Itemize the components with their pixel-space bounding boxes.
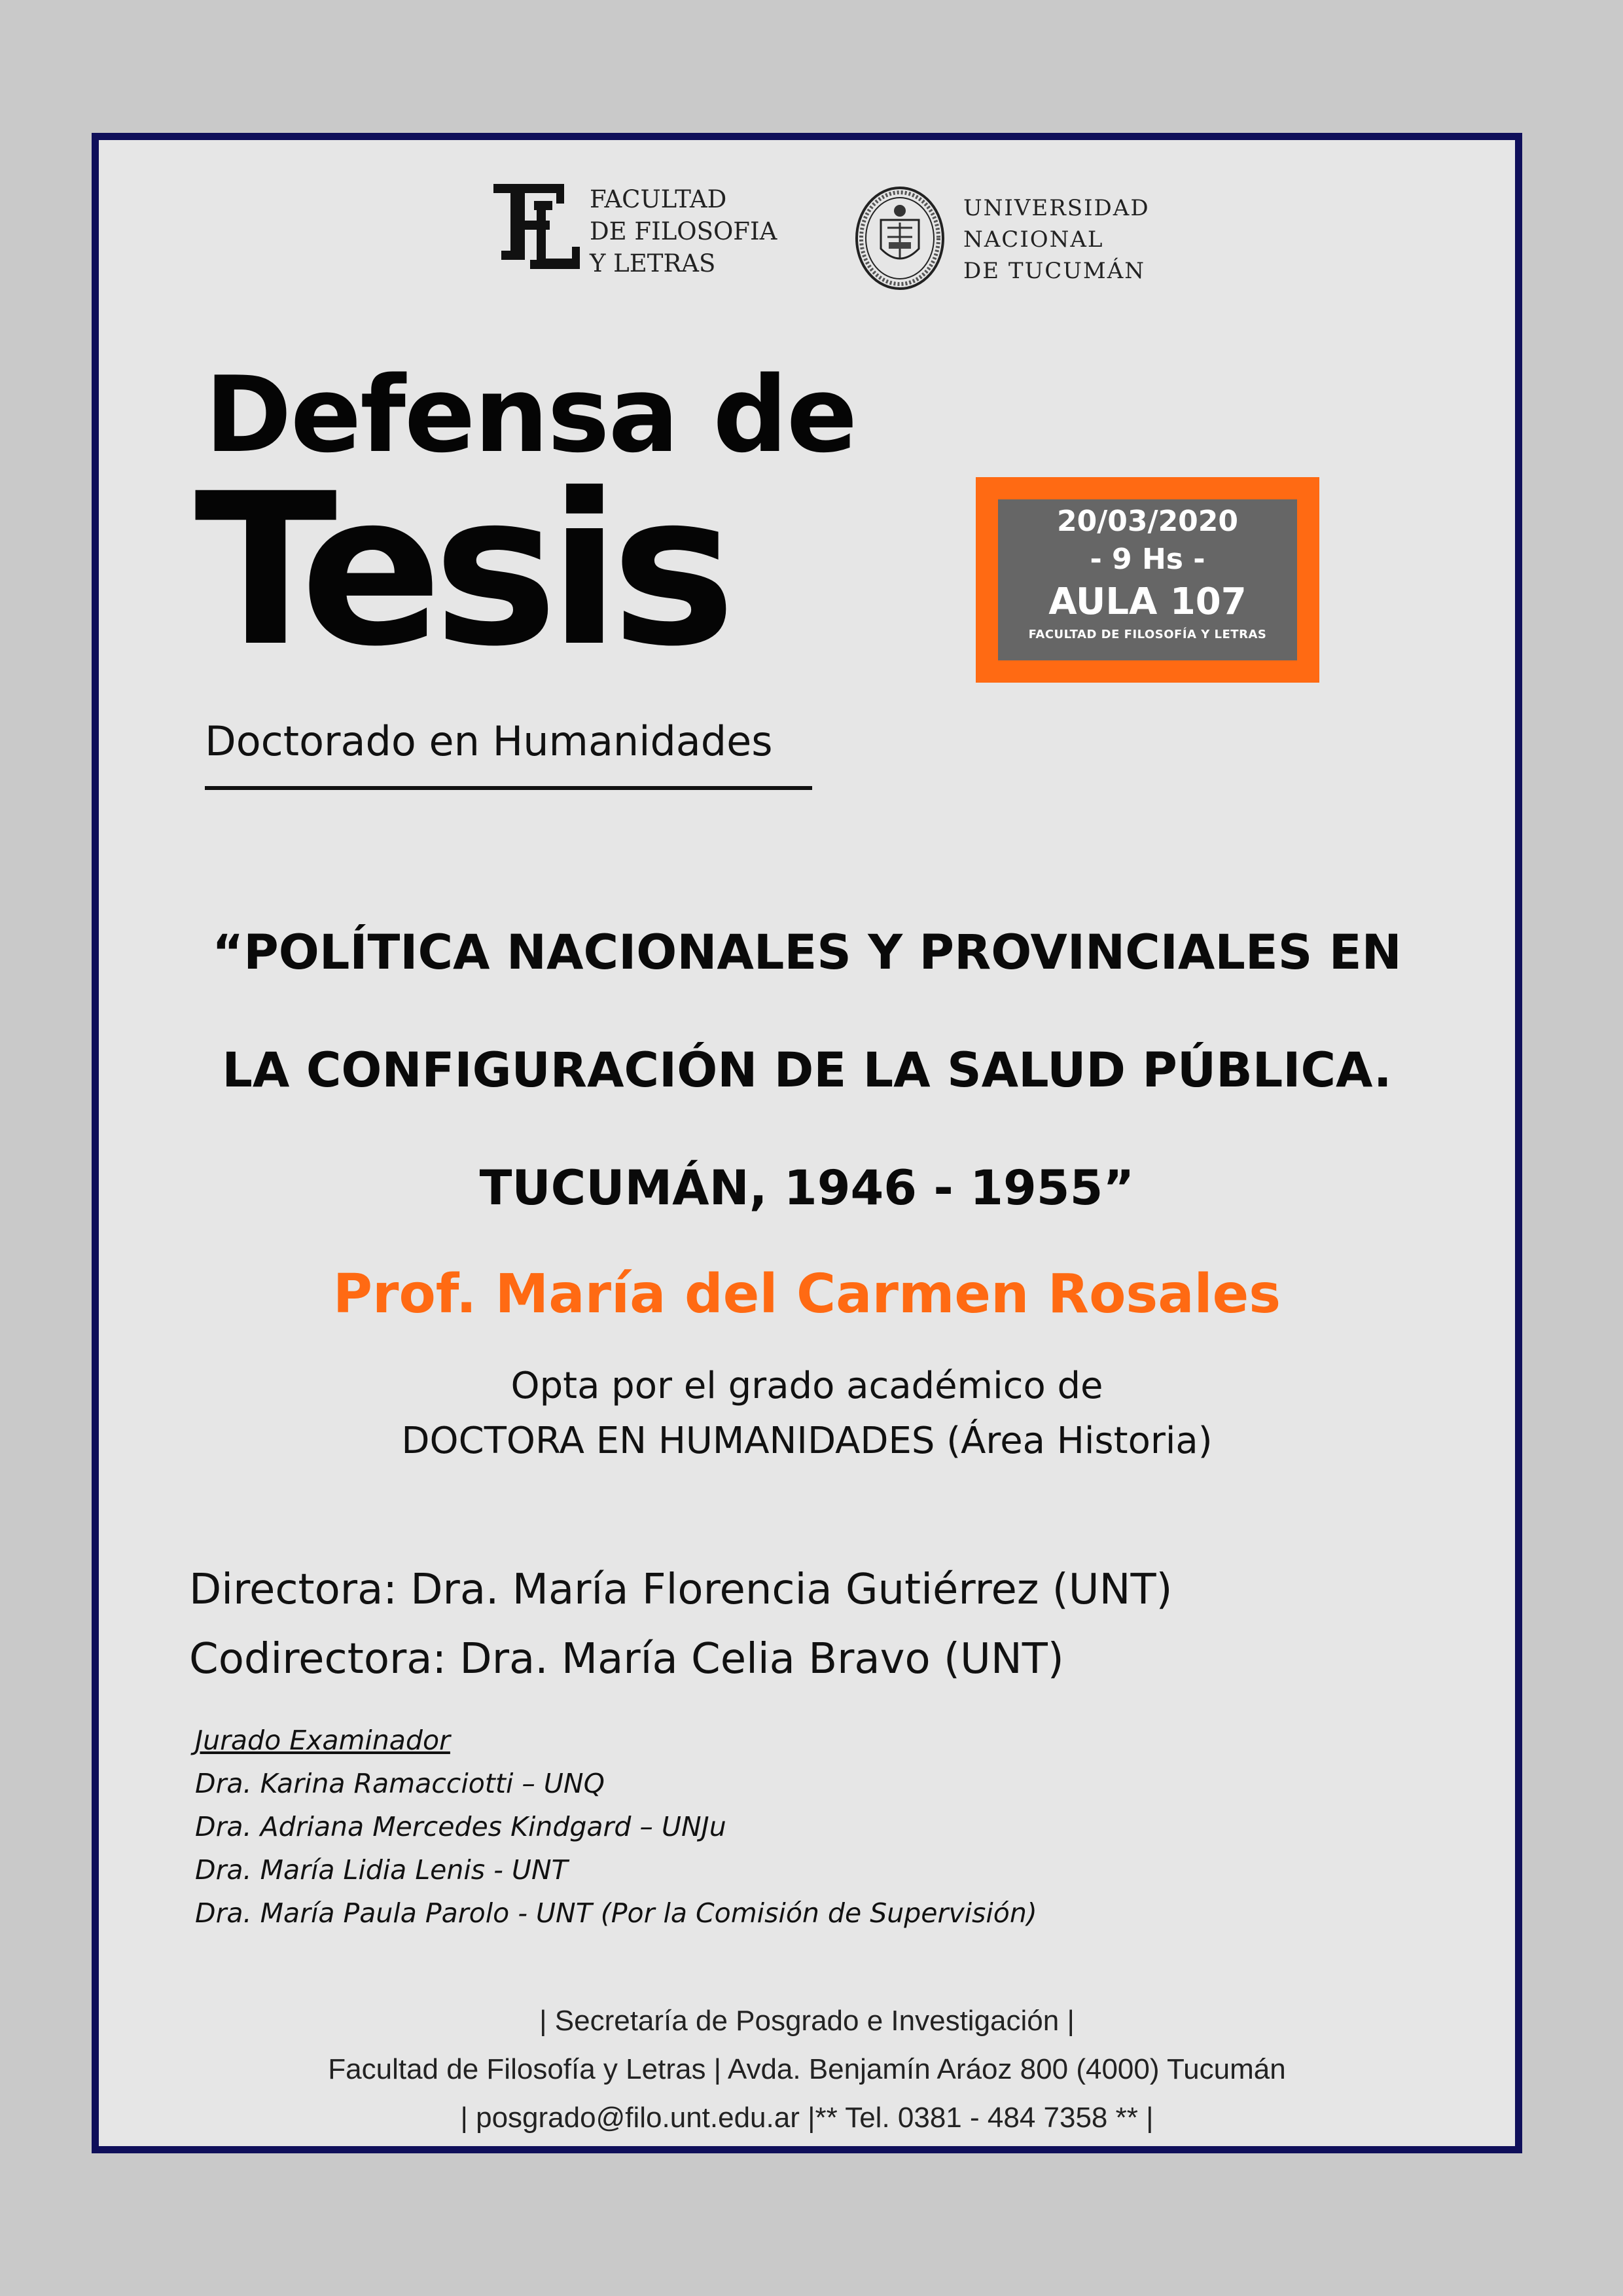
jury-member: Dra. Karina Ramacciotti – UNQ <box>195 1768 605 1799</box>
university-name <box>963 192 1150 287</box>
footer-line: Facultad de Filosofía y Letras | Avda. Benjamín Aráoz 800 (4000) Tucumán <box>328 2053 1286 2085</box>
event-info-box <box>976 477 1319 683</box>
event-place: FACULTAD DE FILOSOFÍA Y LETRAS <box>1028 628 1267 641</box>
title-defensa: Defensa de <box>205 353 857 476</box>
grade-line: Opta por el grado académico de <box>510 1365 1103 1407</box>
event-room: AULA 107 <box>1048 581 1247 623</box>
university-name-line: DE TUCUMÁN <box>963 258 1146 284</box>
footer-line: | Secretaría de Posgrado e Investigación | <box>539 2005 1075 2037</box>
directors-list <box>189 1555 1173 1694</box>
event-time: - 9 Hs - <box>1090 543 1205 576</box>
poster-frame <box>92 133 1522 2153</box>
grade-line: DOCTORA EN HUMANIDADES (Área Historia) <box>401 1420 1213 1462</box>
title-tesis: Tesis <box>194 449 727 692</box>
jury-member: Dra. María Lidia Lenis - UNT <box>195 1854 568 1886</box>
university-name-line: UNIVERSIDAD <box>963 195 1150 221</box>
director: Directora: Dra. María Florencia Gutiérrez (UNT) <box>189 1566 1173 1614</box>
jury-list <box>195 1719 1037 1935</box>
university-seal-icon <box>855 186 945 291</box>
candidate-name: Prof. María del Carmen Rosales <box>332 1263 1281 1325</box>
university-name-line: NACIONAL <box>963 226 1104 253</box>
footer-line: | posgrado@filo.unt.edu.ar |** Tel. 0381 - 484 7358 ** | <box>460 2102 1154 2134</box>
jury-member: Dra. María Paula Parolo - UNT (Por la Comisión de Supervisión) <box>195 1897 1037 1929</box>
jury-heading: Jurado Examinador <box>195 1725 450 1756</box>
jury-member: Dra. Adriana Mercedes Kindgard – UNJu <box>195 1811 726 1842</box>
event-date: 20/03/2020 <box>1056 505 1239 538</box>
faculty-logo-icon <box>487 177 585 276</box>
faculty-name-line: DE FILOSOFIA <box>590 217 777 245</box>
contact-footer <box>99 1997 1515 2142</box>
title-divider <box>205 786 812 790</box>
thesis-title-line: TUCUMÁN, 1946 - 1955” <box>479 1160 1135 1216</box>
codirector: Codirectora: Dra. María Celia Bravo (UNT) <box>189 1635 1064 1683</box>
faculty-name-line: FACULTAD <box>590 185 727 213</box>
faculty-name <box>590 183 777 279</box>
thesis-title-line: “POLÍTICA NACIONALES Y PROVINCIALES EN <box>212 925 1402 980</box>
candidate-grade <box>99 1359 1515 1469</box>
title-subtitle: Doctorado en Humanidades <box>205 717 773 765</box>
thesis-title <box>99 894 1515 1247</box>
faculty-name-line: Y LETRAS <box>590 249 716 278</box>
thesis-title-line: LA CONFIGURACIÓN DE LA SALUD PÚBLICA. <box>222 1043 1392 1098</box>
event-info-panel <box>998 499 1297 660</box>
